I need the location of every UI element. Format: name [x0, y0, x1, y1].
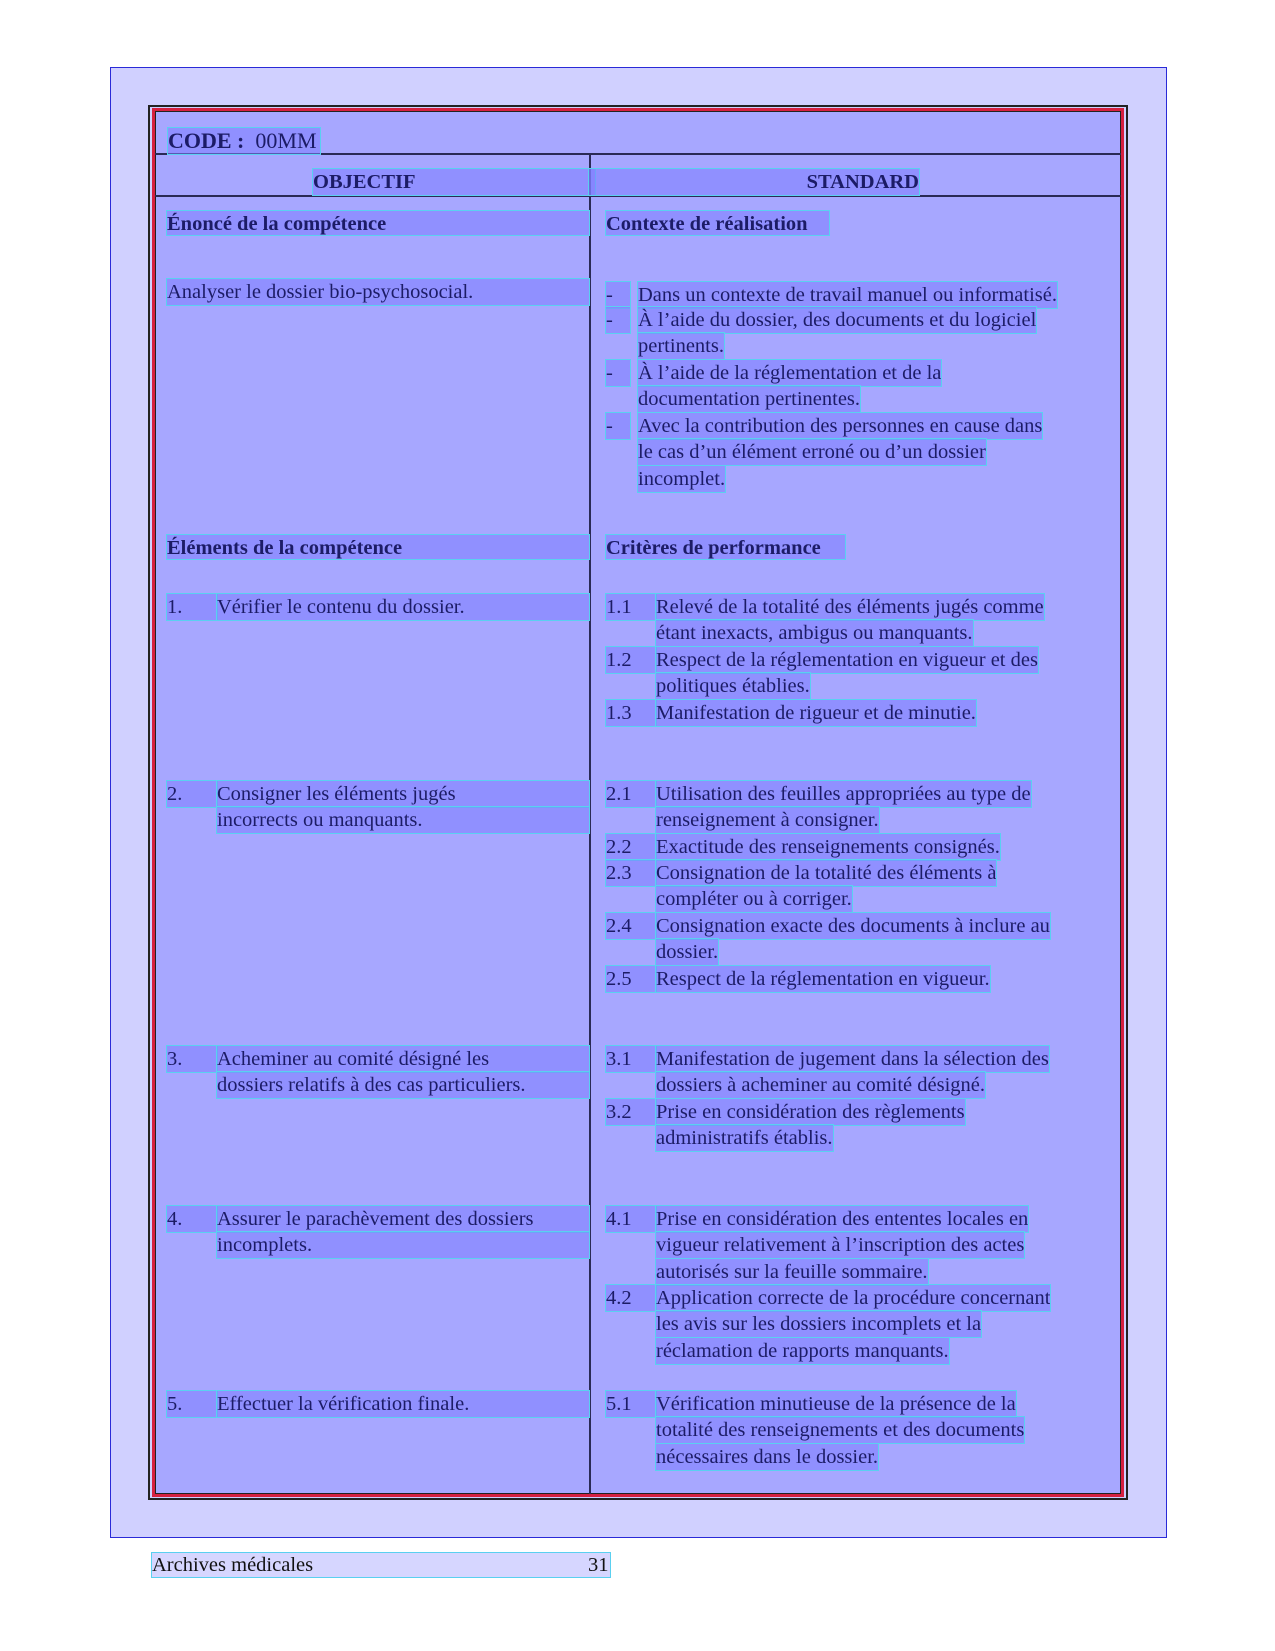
- contexte-line: Avec la contribution des personnes en cause dans: [638, 415, 1043, 437]
- criterion-line: autorisés sur la feuille sommaire.: [656, 1260, 928, 1283]
- code-label: CODE :: [168, 128, 245, 153]
- contexte-bullet: -: [606, 307, 630, 333]
- contexte-line: pertinents.: [638, 335, 724, 358]
- element-line: Vérifier le contenu du dossier.: [217, 594, 589, 620]
- criterion-line: nécessaires dans le dossier.: [656, 1445, 879, 1468]
- element-number: 3.: [167, 1046, 217, 1072]
- criterion-line: Utilisation des feuilles appropriées au type de: [656, 783, 1031, 805]
- element-number: 4.: [167, 1206, 217, 1232]
- contexte-heading: Contexte de réalisation: [606, 211, 829, 235]
- contexte-line: incomplet.: [638, 467, 726, 490]
- criterion-number: 4.2: [606, 1285, 656, 1311]
- criterion-line: Consignation de la totalité des éléments à: [656, 862, 997, 884]
- criterion-line: compléter ou à corriger.: [656, 888, 852, 911]
- element-line: Consigner les éléments jugés: [217, 781, 589, 807]
- code-field: [168, 128, 320, 154]
- criterion-line: Prise en considération des ententes locales en: [656, 1208, 1029, 1230]
- contexte-line: le cas d’un élément erroné ou d’un dossier: [638, 441, 986, 464]
- element-line: Effectuer la vérification finale.: [217, 1391, 589, 1417]
- contexte-bullet: -: [606, 360, 630, 386]
- criterion-line: vigueur relativement à l’inscription des actes: [656, 1234, 1025, 1257]
- header-divider: [155, 195, 1121, 197]
- criterion-number: 1.1: [606, 594, 656, 620]
- header-objectif: OBJECTIF: [313, 169, 595, 195]
- contexte-line: À l’aide de la réglementation et de la: [638, 362, 942, 384]
- criteres-heading: Critères de performance: [606, 535, 845, 559]
- footer-title: Archives médicales: [152, 1553, 610, 1577]
- contexte-bullet: -: [606, 413, 630, 439]
- footer-page-number: 31: [588, 1554, 609, 1576]
- criterion-number: 2.5: [606, 966, 656, 992]
- enonce-heading: Énoncé de la compétence: [167, 211, 589, 235]
- criterion-line: totalité des renseignements et des documents: [656, 1419, 1025, 1442]
- contexte-line: Dans un contexte de travail manuel ou informatisé.: [638, 284, 1057, 306]
- element-line: dossiers relatifs à des cas particuliers.: [217, 1072, 589, 1098]
- criterion-line: Manifestation de jugement dans la sélection des: [656, 1048, 1049, 1070]
- contexte-bullet: -: [606, 282, 630, 308]
- criterion-number: 3.2: [606, 1099, 656, 1125]
- criterion-number: 3.1: [606, 1046, 656, 1072]
- criterion-line: Vérification minutieuse de la présence de la: [656, 1393, 1016, 1415]
- criterion-number: 2.2: [606, 834, 656, 860]
- criterion-line: étant inexacts, ambigus ou manquants.: [656, 622, 973, 645]
- criterion-line: Respect de la réglementation en vigueur et des: [656, 649, 1038, 671]
- criterion-number: 2.1: [606, 781, 656, 807]
- criterion-number: 1.2: [606, 647, 656, 673]
- elements-heading: Éléments de la compétence: [167, 535, 589, 559]
- criterion-line: Relevé de la totalité des éléments jugés comme: [656, 596, 1044, 618]
- criterion-line: Respect de la réglementation en vigueur.: [656, 968, 990, 990]
- element-number: 1.: [167, 594, 217, 620]
- header-standard: STANDARD: [589, 169, 919, 195]
- contexte-line: À l’aide du dossier, des documents et du logiciel: [638, 309, 1037, 331]
- criterion-line: les avis sur les dossiers incomplets et la: [656, 1313, 982, 1336]
- element-line: incorrects ou manquants.: [217, 807, 589, 833]
- criterion-number: 4.1: [606, 1206, 656, 1232]
- criterion-number: 5.1: [606, 1391, 656, 1417]
- code-value: 00MM: [255, 128, 317, 153]
- criterion-line: dossiers à acheminer au comité désigné.: [656, 1074, 986, 1097]
- criterion-line: dossier.: [656, 941, 719, 964]
- column-divider: [589, 154, 591, 1494]
- enonce-text: Analyser le dossier bio-psychosocial.: [167, 279, 589, 305]
- element-number: 5.: [167, 1391, 217, 1417]
- criterion-line: politiques établies.: [656, 675, 810, 698]
- criterion-line: Prise en considération des règlements: [656, 1101, 965, 1123]
- criterion-line: renseignement à consigner.: [656, 809, 879, 832]
- element-number: 2.: [167, 781, 217, 807]
- criterion-line: Exactitude des renseignements consignés.: [656, 836, 1000, 858]
- criterion-number: 2.4: [606, 913, 656, 939]
- criterion-line: réclamation de rapports manquants.: [656, 1339, 949, 1362]
- criterion-number: 2.3: [606, 860, 656, 886]
- element-line: Acheminer au comité désigné les: [217, 1046, 589, 1072]
- criterion-line: Manifestation de rigueur et de minutie.: [656, 702, 976, 724]
- criterion-number: 1.3: [606, 700, 656, 726]
- criterion-line: Application correcte de la procédure concernant: [656, 1287, 1051, 1309]
- criterion-line: administratifs établis.: [656, 1127, 833, 1150]
- contexte-line: documentation pertinentes.: [638, 388, 861, 411]
- element-line: Assurer le parachèvement des dossiers: [217, 1206, 589, 1232]
- element-line: incomplets.: [217, 1232, 589, 1258]
- criterion-line: Consignation exacte des documents à inclure au: [656, 915, 1050, 937]
